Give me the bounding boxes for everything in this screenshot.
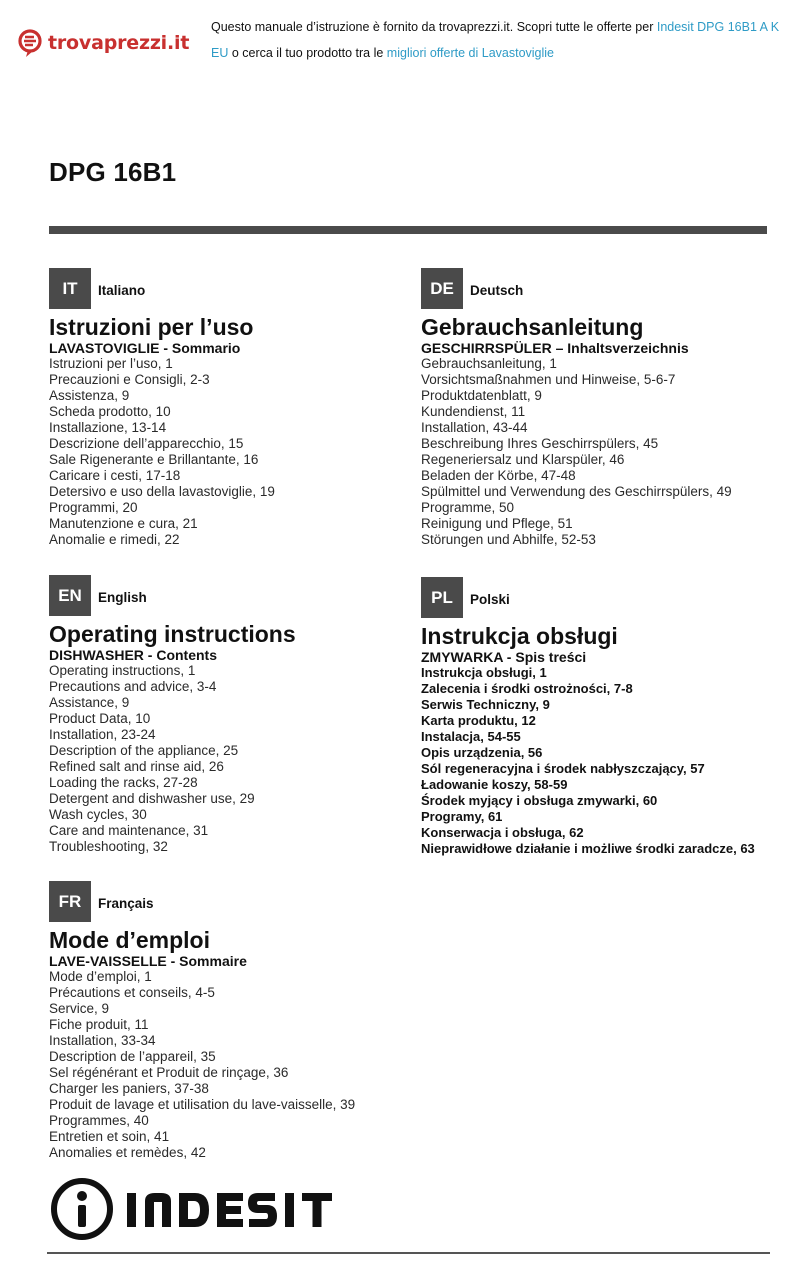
language-badge-de: DE [421, 268, 463, 309]
section-subtitle-en: DISHWASHER - Contents [49, 647, 217, 663]
contents-list-en [49, 663, 296, 855]
list-item: Programme, 50 [421, 500, 515, 515]
language-badge-en: EN [49, 575, 91, 616]
list-item: Wash cycles, 30 [49, 807, 147, 822]
list-item: Assistance, 9 [49, 695, 130, 710]
list-item: Detergent and dishwasher use, 29 [49, 791, 255, 806]
section-title-it: Istruzioni per l’uso [49, 314, 254, 340]
contents-list-de [421, 356, 732, 548]
section-pl [421, 577, 755, 857]
list-item: Reinigung und Pflege, 51 [421, 516, 573, 531]
list-item: Mode d’emploi, 1 [49, 969, 152, 984]
list-item: Nieprawidłowe działanie i możliwe środki zaradcze, 63 [421, 841, 755, 856]
indesit-logo-icon [49, 1176, 115, 1242]
list-item: Programmes, 40 [49, 1113, 149, 1128]
list-item: Precautions and advice, 3-4 [49, 679, 217, 694]
list-item: Gebrauchsanleitung, 1 [421, 356, 557, 371]
list-item: Konserwacja i obsługa, 62 [421, 825, 584, 840]
language-badge-fr: FR [49, 881, 91, 922]
list-item: Produit de lavage et utilisation du lave-vaisselle, 39 [49, 1097, 356, 1112]
trovaprezzi-logo-icon [18, 28, 44, 58]
list-item: Manutenzione e cura, 21 [49, 516, 198, 531]
list-item: Précautions et conseils, 4-5 [49, 985, 215, 1000]
list-item: Product Data, 10 [49, 711, 151, 726]
section-title-en: Operating instructions [49, 621, 296, 647]
list-item: Środek myjący i obsługa zmywarki, 60 [421, 793, 658, 808]
notice-text-2: o cerca il tuo prodotto tra le [228, 46, 387, 60]
title-divider [49, 226, 767, 234]
trovaprezzi-logo-text: trovaprezzi.it [48, 32, 190, 54]
list-item: Precauzioni e Consigli, 2-3 [49, 372, 210, 387]
list-item: Fiche produit, 11 [49, 1017, 149, 1032]
list-item: Spülmittel und Verwendung des Geschirrspülers, 49 [421, 484, 732, 499]
section-title-pl: Instrukcja obsługi [421, 623, 618, 649]
list-item: Operating instructions, 1 [49, 663, 196, 678]
section-en [49, 575, 296, 855]
list-item: Descrizione dell’apparecchio, 15 [49, 436, 244, 451]
section-subtitle-pl: ZMYWARKA - Spis treści [421, 649, 587, 665]
list-item: Installation, 23-24 [49, 727, 156, 742]
section-subtitle-de: GESCHIRRSPÜLER – Inhaltsverzeichnis [421, 340, 689, 356]
language-name-it: Italiano [98, 282, 146, 298]
language-name-en: English [98, 589, 147, 605]
list-item: Description de l’appareil, 35 [49, 1049, 216, 1064]
list-item: Instrukcja obsługi, 1 [421, 665, 547, 680]
contents-list-fr [49, 969, 355, 1161]
indesit-wordmark-icon [127, 1187, 357, 1231]
category-offers-link[interactable]: migliori offerte di Lavastoviglie [386, 46, 555, 60]
list-item: Vorsichtsmaßnahmen und Hinweise, 5-6-7 [421, 372, 676, 387]
list-item: Refined salt and rinse aid, 26 [49, 759, 224, 774]
list-item: Charger les paniers, 37-38 [49, 1081, 209, 1096]
contents-list-pl [421, 665, 755, 857]
list-item: Caricare i cesti, 17-18 [49, 468, 181, 483]
list-item: Anomalie e rimedi, 22 [49, 532, 180, 547]
list-item: Produktdatenblatt, 9 [421, 388, 542, 403]
list-item: Kundendienst, 11 [421, 404, 526, 419]
list-item: Karta produktu, 12 [421, 713, 536, 728]
list-item: Assistenza, 9 [49, 388, 130, 403]
list-item: Istruzioni per l’uso, 1 [49, 356, 173, 371]
list-item: Serwis Techniczny, 9 [421, 697, 550, 712]
notice-text-1: Questo manuale d’istruzione è fornito da trovaprezzi.it. Scopri tutte le offerte per [211, 20, 657, 34]
list-item: Opis urządzenia, 56 [421, 745, 543, 760]
list-item: Zalecenia i środki ostrożności, 7-8 [421, 681, 633, 696]
list-item: Programmi, 20 [49, 500, 138, 515]
language-badge-it: IT [49, 268, 91, 309]
model-title: DPG 16B1 [49, 157, 177, 187]
list-item: Description of the appliance, 25 [49, 743, 239, 758]
list-item: Installation, 33-34 [49, 1033, 156, 1048]
product-offers-link[interactable]: Indesit DPG 16B1 A K EU [211, 20, 780, 60]
list-item: Beladen der Körbe, 47-48 [421, 468, 576, 483]
section-de [421, 268, 732, 548]
list-item: Loading the racks, 27-28 [49, 775, 198, 790]
trovaprezzi-logo[interactable] [18, 28, 189, 58]
list-item: Sól regeneracyjna i środek nabłyszczający, 57 [421, 761, 705, 776]
section-title-fr: Mode d’emploi [49, 927, 210, 953]
contents-list-it [49, 356, 275, 548]
list-item: Troubleshooting, 32 [49, 839, 168, 854]
list-item: Installazione, 13-14 [49, 420, 167, 435]
footer-divider [47, 1252, 770, 1254]
language-name-pl: Polski [470, 591, 510, 607]
list-item: Sale Rigenerante e Brillantante, 16 [49, 452, 259, 467]
language-name-de: Deutsch [470, 282, 524, 298]
section-it [49, 268, 275, 548]
list-item: Detersivo e uso della lavastoviglie, 19 [49, 484, 275, 499]
list-item: Instalacja, 54-55 [421, 729, 521, 744]
list-item: Anomalies et remèdes, 42 [49, 1145, 206, 1160]
list-item: Scheda prodotto, 10 [49, 404, 171, 419]
section-fr [49, 881, 355, 1161]
list-item: Ładowanie koszy, 58-59 [421, 777, 568, 792]
language-name-fr: Français [98, 895, 154, 911]
list-item: Programy, 61 [421, 809, 503, 824]
section-subtitle-fr: LAVE-VAISSELLE - Sommaire [49, 953, 247, 969]
list-item: Service, 9 [49, 1001, 110, 1016]
source-notice [211, 14, 791, 66]
section-title-de: Gebrauchsanleitung [421, 314, 644, 340]
list-item: Regeneriersalz und Klarspüler, 46 [421, 452, 625, 467]
list-item: Störungen und Abhilfe, 52-53 [421, 532, 596, 547]
list-item: Installation, 43-44 [421, 420, 528, 435]
section-subtitle-it: LAVASTOVIGLIE - Sommario [49, 340, 241, 356]
list-item: Beschreibung Ihres Geschirrspülers, 45 [421, 436, 659, 451]
language-badge-pl: PL [421, 577, 463, 618]
indesit-brand-logo [49, 1176, 357, 1242]
list-item: Entretien et soin, 41 [49, 1129, 170, 1144]
list-item: Care and maintenance, 31 [49, 823, 209, 838]
list-item: Sel régénérant et Produit de rinçage, 36 [49, 1065, 289, 1080]
